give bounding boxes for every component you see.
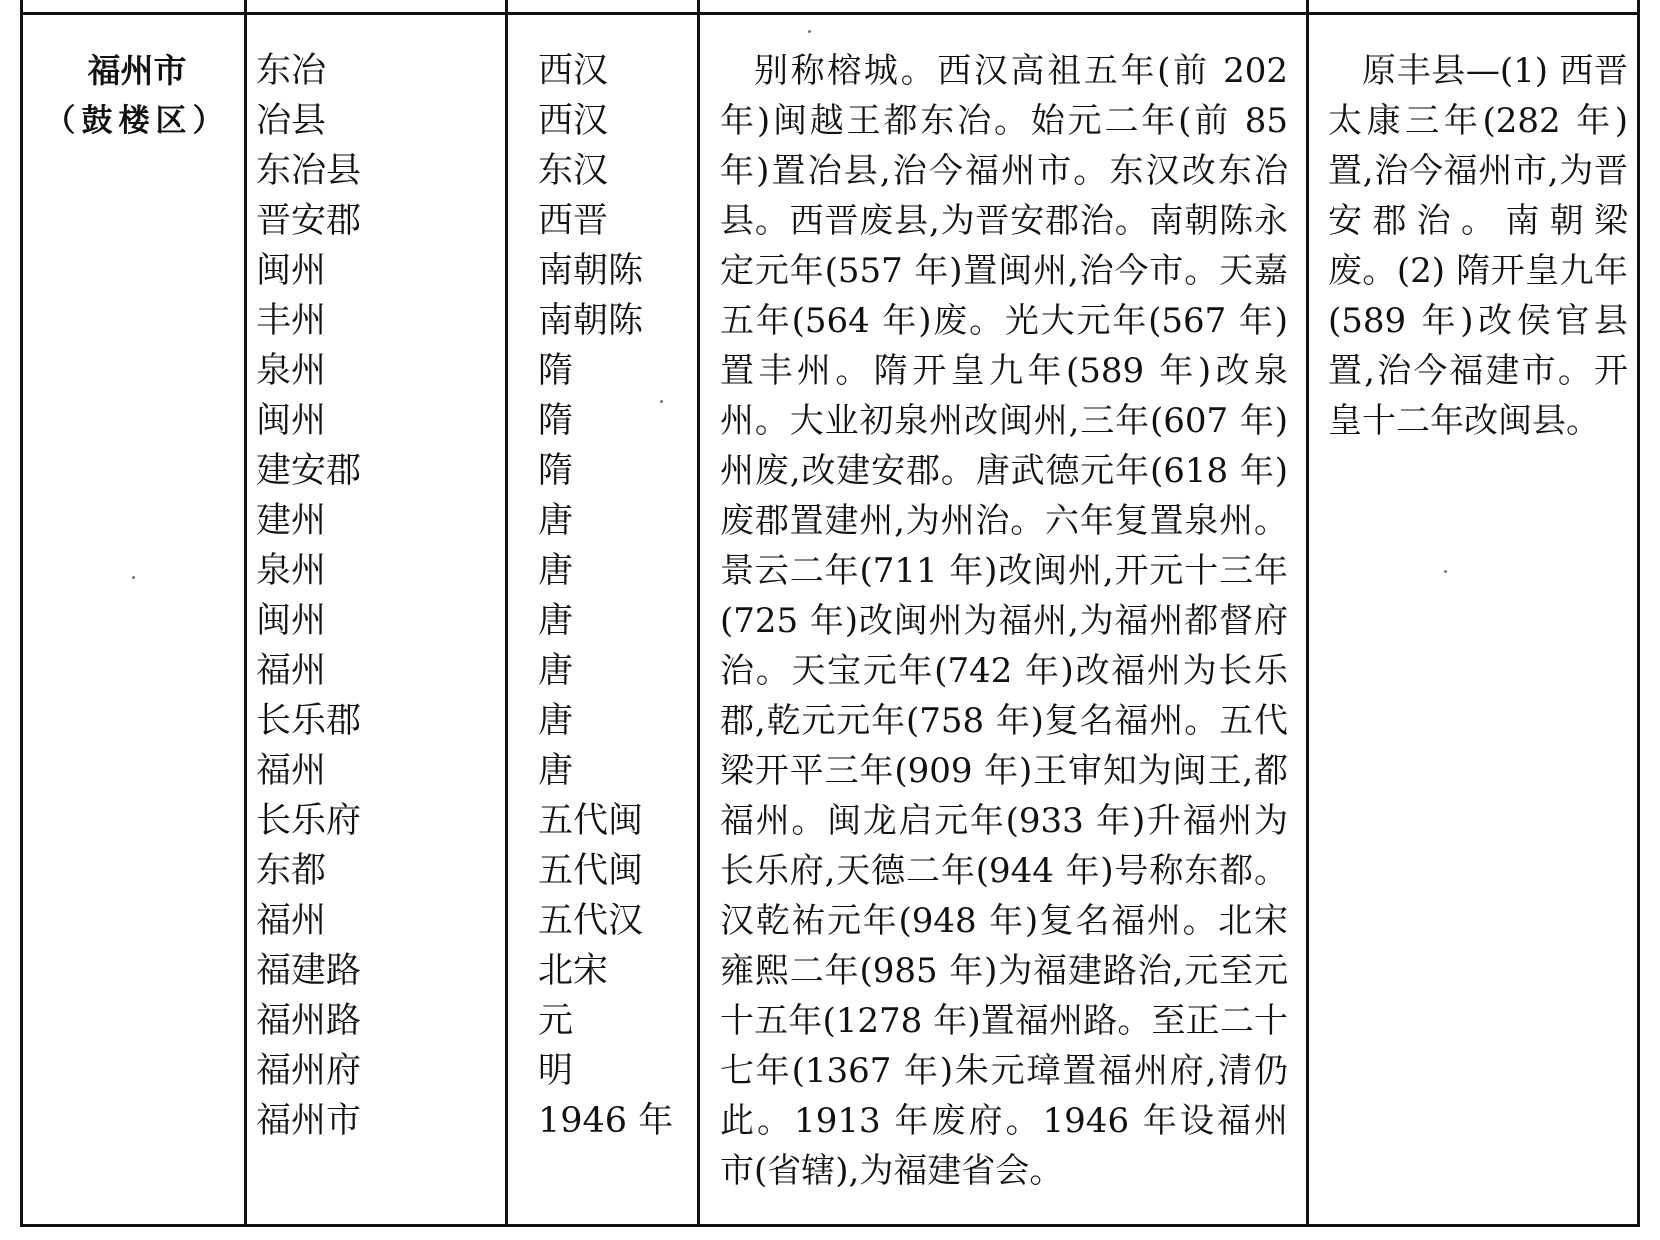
historical-name: 冶县 (256, 101, 327, 141)
historical-name: 福建路 (256, 951, 362, 991)
historical-name: 东都 (256, 851, 327, 891)
column-rule (697, 0, 700, 1226)
column-rule (505, 0, 508, 1226)
historical-name: 福州路 (256, 1001, 362, 1041)
region-cell (26, 46, 248, 146)
era-label: 西汉 (538, 101, 609, 141)
era-label: 五代闽 (538, 801, 644, 841)
column-rule (1306, 0, 1309, 1226)
era-label: 元 (538, 1001, 574, 1041)
historical-name: 泉州 (256, 551, 327, 591)
historical-name: 福州 (256, 651, 327, 691)
era-label: 隋 (538, 401, 574, 441)
historical-name: 丰州 (256, 301, 327, 341)
era-label: 唐 (538, 751, 574, 791)
scan-speck (808, 30, 811, 33)
region-name: 福州市 (87, 51, 187, 90)
era-label: 唐 (538, 601, 574, 641)
era-label: 隋 (538, 351, 574, 391)
table-top-rule (20, 12, 1640, 15)
historical-name: 长乐府 (256, 801, 362, 841)
era-label: 唐 (538, 651, 574, 691)
historical-name: 福州 (256, 751, 327, 791)
historical-name: 东冶县 (256, 151, 362, 191)
description-cell: 别称榕城。西汉高祖五年(前 202 年)闽越王都东冶。始元二年(前 85 年)置冶县,治今福州市。东汉改东冶县。西晋废县,为晋安郡治。南朝陈永定元年(557 年)置闽州,治今市。天嘉五年(564 年)废。光大元年(567 年)置丰州。隋开皇九年(589 年)改泉州。大业初泉州改闽州,三年(607 年)州废,改建安郡。唐武德元年(618 年)废郡置建州,为州治。六年复置泉州。景云二年(711 年)改闽州,开元十三年(725 年)改闽州为福州,为福州都督府治。天宝元年(742 年)改福州为长乐郡,乾元元年(758 年)复名福州。五代梁开平三年(909 年)王审知为闽王,都福州。闽龙启元年(933 年)升福州为长乐府,天德二年(944 年)号称东都。汉乾祐元年(948 年)复名福州。北宋雍熙二年(985 年)为福建路治,元至元十五年(1278 年)置福州路。至正二十七年(1367 年)朱元璋置福州府,清仍此。1913 年废府。1946 年设福州市(省辖),为福建省会。 (720, 51, 1288, 1191)
historical-name: 福州府 (256, 1051, 362, 1091)
era-label: 明 (538, 1051, 574, 1091)
historical-name: 福州 (256, 901, 327, 941)
historical-name: 泉州 (256, 351, 327, 391)
historical-name: 晋安郡 (256, 201, 362, 241)
historical-name: 闽州 (256, 601, 327, 641)
table-bottom-rule (20, 1224, 1640, 1227)
era-label: 五代汉 (538, 901, 644, 941)
column-rule (20, 0, 23, 1226)
era-label: 西晋 (538, 201, 609, 241)
era-label: 唐 (538, 701, 574, 741)
scan-speck (132, 576, 135, 579)
era-label: 唐 (538, 551, 574, 591)
historical-name: 东冶 (256, 51, 327, 91)
era-label: 北宋 (538, 951, 609, 991)
column-rule (244, 0, 247, 1226)
era-label: 五代闽 (538, 851, 644, 891)
historical-name: 闽州 (256, 251, 327, 291)
historical-name: 闽州 (256, 401, 327, 441)
era-label: 隋 (538, 451, 574, 491)
historical-name: 福州市 (256, 1101, 362, 1141)
era-label: 唐 (538, 501, 574, 541)
era-label: 东汉 (538, 151, 609, 191)
scan-speck (660, 400, 663, 403)
era-label: 1946 年 (538, 1101, 674, 1141)
era-label: 南朝陈 (538, 301, 644, 341)
era-label: 南朝陈 (538, 251, 644, 291)
historical-names-column (256, 46, 496, 1146)
eras-column (538, 46, 688, 1146)
region-district: （鼓楼区） (44, 103, 230, 139)
scan-speck (1444, 570, 1447, 573)
historical-name: 建安郡 (256, 451, 362, 491)
column-rule (1637, 0, 1640, 1226)
era-label: 西汉 (538, 51, 609, 91)
note-cell: 原丰县—(1) 西晋太康三年(282 年)置,治今福州市,为晋安郡治。南朝梁废。(2) 隋开皇九年(589 年)改侯官县置,治今福建市。开皇十二年改闽县。 (1328, 51, 1628, 441)
historical-name: 长乐郡 (256, 701, 362, 741)
historical-name: 建州 (256, 501, 327, 541)
